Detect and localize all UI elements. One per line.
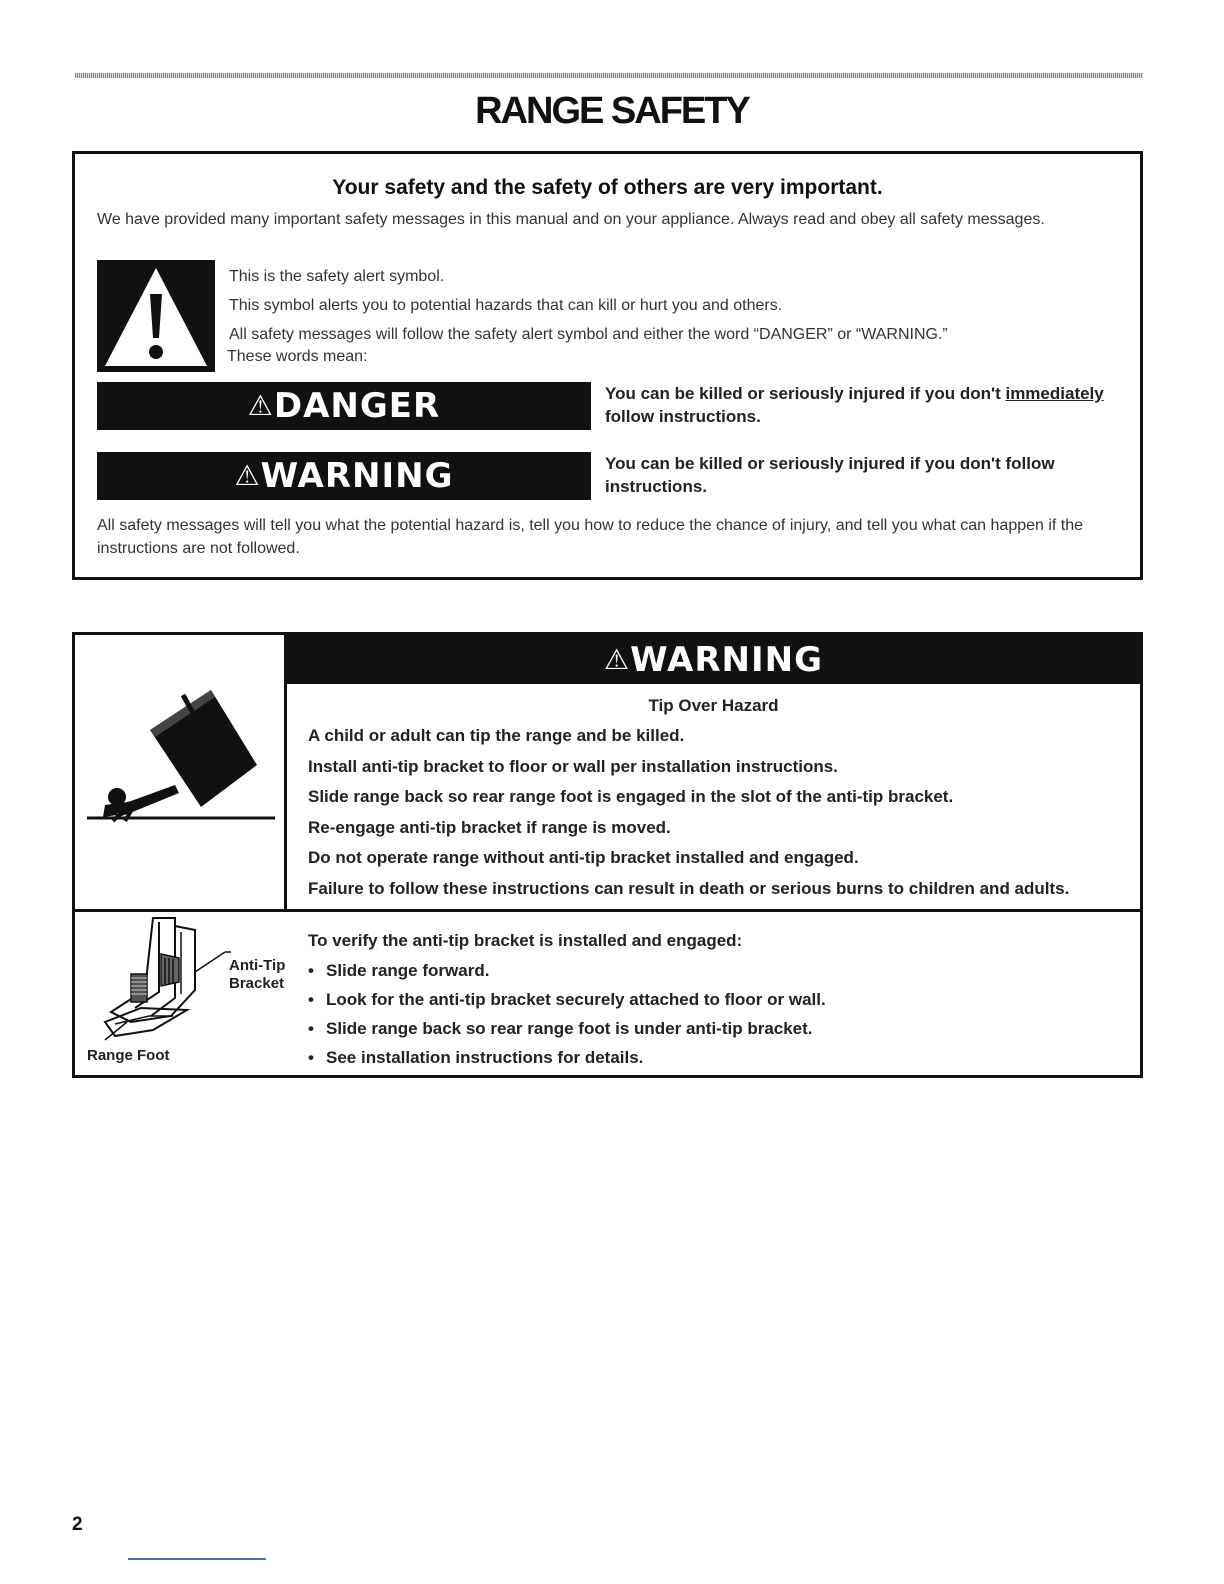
warning-triangle-icon: ⚠	[234, 459, 261, 492]
verify-title: To verify the anti-tip bracket is installed and engaged:	[308, 931, 743, 950]
danger-label: DANGER	[273, 386, 441, 426]
alert-line: This is the safety alert symbol.	[229, 268, 445, 285]
warning-triangle-icon: ⚠	[247, 389, 274, 422]
outro-text: All safety messages will tell you what the potential hazard is, tell you how to reduce the chance of injury, and tell you what can happen if the instructions are not followed.	[97, 517, 1084, 557]
warning-triangle-icon: ⚠	[603, 643, 631, 676]
warning-signal-bar	[97, 452, 591, 500]
bullet-icon: •	[308, 990, 314, 1009]
hazard-instructions	[308, 725, 1138, 909]
alert-symbol-explanation	[229, 266, 1129, 375]
hazard-line: Re-engage anti-tip bracket if range is moved.	[308, 817, 671, 837]
page-title: RANGE SAFETY	[475, 90, 749, 132]
danger-text-emphasis: immediately	[1005, 384, 1104, 403]
warning-description: You can be killed or seriously injured if you don't follow instructions.	[605, 454, 1055, 496]
footer-link-rule	[128, 1558, 266, 1560]
alert-line: All safety messages will follow the safety alert symbol and either the word “DANGER” or “WARNING.”	[229, 326, 948, 343]
hazard-line: Failure to follow these instructions can result in death or serious burns to children and adults.	[308, 878, 1070, 898]
bullet-icon: •	[308, 1019, 314, 1038]
danger-text-part: follow instructions.	[605, 407, 761, 426]
hazard-line: Slide range back so rear range foot is engaged in the slot of the anti-tip bracket.	[308, 787, 954, 807]
verify-step-text: Look for the anti-tip bracket securely attached to floor or wall.	[326, 990, 826, 1009]
warning-header-label: WARNING	[630, 640, 824, 680]
safety-alert-icon	[97, 260, 215, 372]
verify-step-text: See installation instructions for details.	[326, 1048, 644, 1067]
anti-tip-bracket-label	[229, 957, 285, 993]
alert-line: These words mean:	[227, 348, 368, 365]
list-item	[308, 1047, 826, 1076]
bullet-icon: •	[308, 1048, 314, 1067]
intro-text: We have provided many important safety messages in this manual and on your appliance. Always read and obey all safety messages.	[97, 211, 1045, 228]
hazard-title: Tip Over Hazard	[648, 696, 779, 715]
intro-heading: Your safety and the safety of others are very important.	[332, 176, 883, 199]
label-line: Bracket	[229, 975, 285, 992]
top-rule	[75, 73, 1143, 78]
danger-text-part: You can be killed or seriously injured if you don't	[605, 384, 1006, 403]
label-line: Anti-Tip	[229, 957, 286, 974]
danger-description	[605, 382, 1135, 428]
page-number: 2	[72, 1514, 83, 1535]
verify-step-text: Slide range forward.	[326, 961, 490, 980]
danger-signal-bar	[97, 382, 591, 430]
verify-step-text: Slide range back so rear range foot is under anti-tip bracket.	[326, 1019, 813, 1038]
range-foot-label: Range Foot	[87, 1047, 170, 1064]
tip-over-illustration	[75, 635, 287, 911]
list-item	[308, 989, 826, 1018]
safety-intro-box	[72, 151, 1143, 580]
verify-steps	[308, 960, 826, 1076]
alert-line: This symbol alerts you to potential hazards that can kill or hurt you and others.	[229, 297, 783, 314]
tip-over-warning-box	[72, 632, 1143, 1078]
warning-label: WARNING	[260, 456, 454, 496]
list-item	[308, 1018, 826, 1047]
hazard-line: A child or adult can tip the range and be killed.	[308, 726, 685, 745]
bullet-icon: •	[308, 961, 314, 980]
list-item	[308, 960, 826, 989]
hazard-line: Install anti-tip bracket to floor or wall per installation instructions.	[308, 756, 838, 776]
warning-header-bar	[287, 635, 1140, 684]
hazard-line: Do not operate range without anti-tip bracket installed and engaged.	[308, 848, 859, 868]
